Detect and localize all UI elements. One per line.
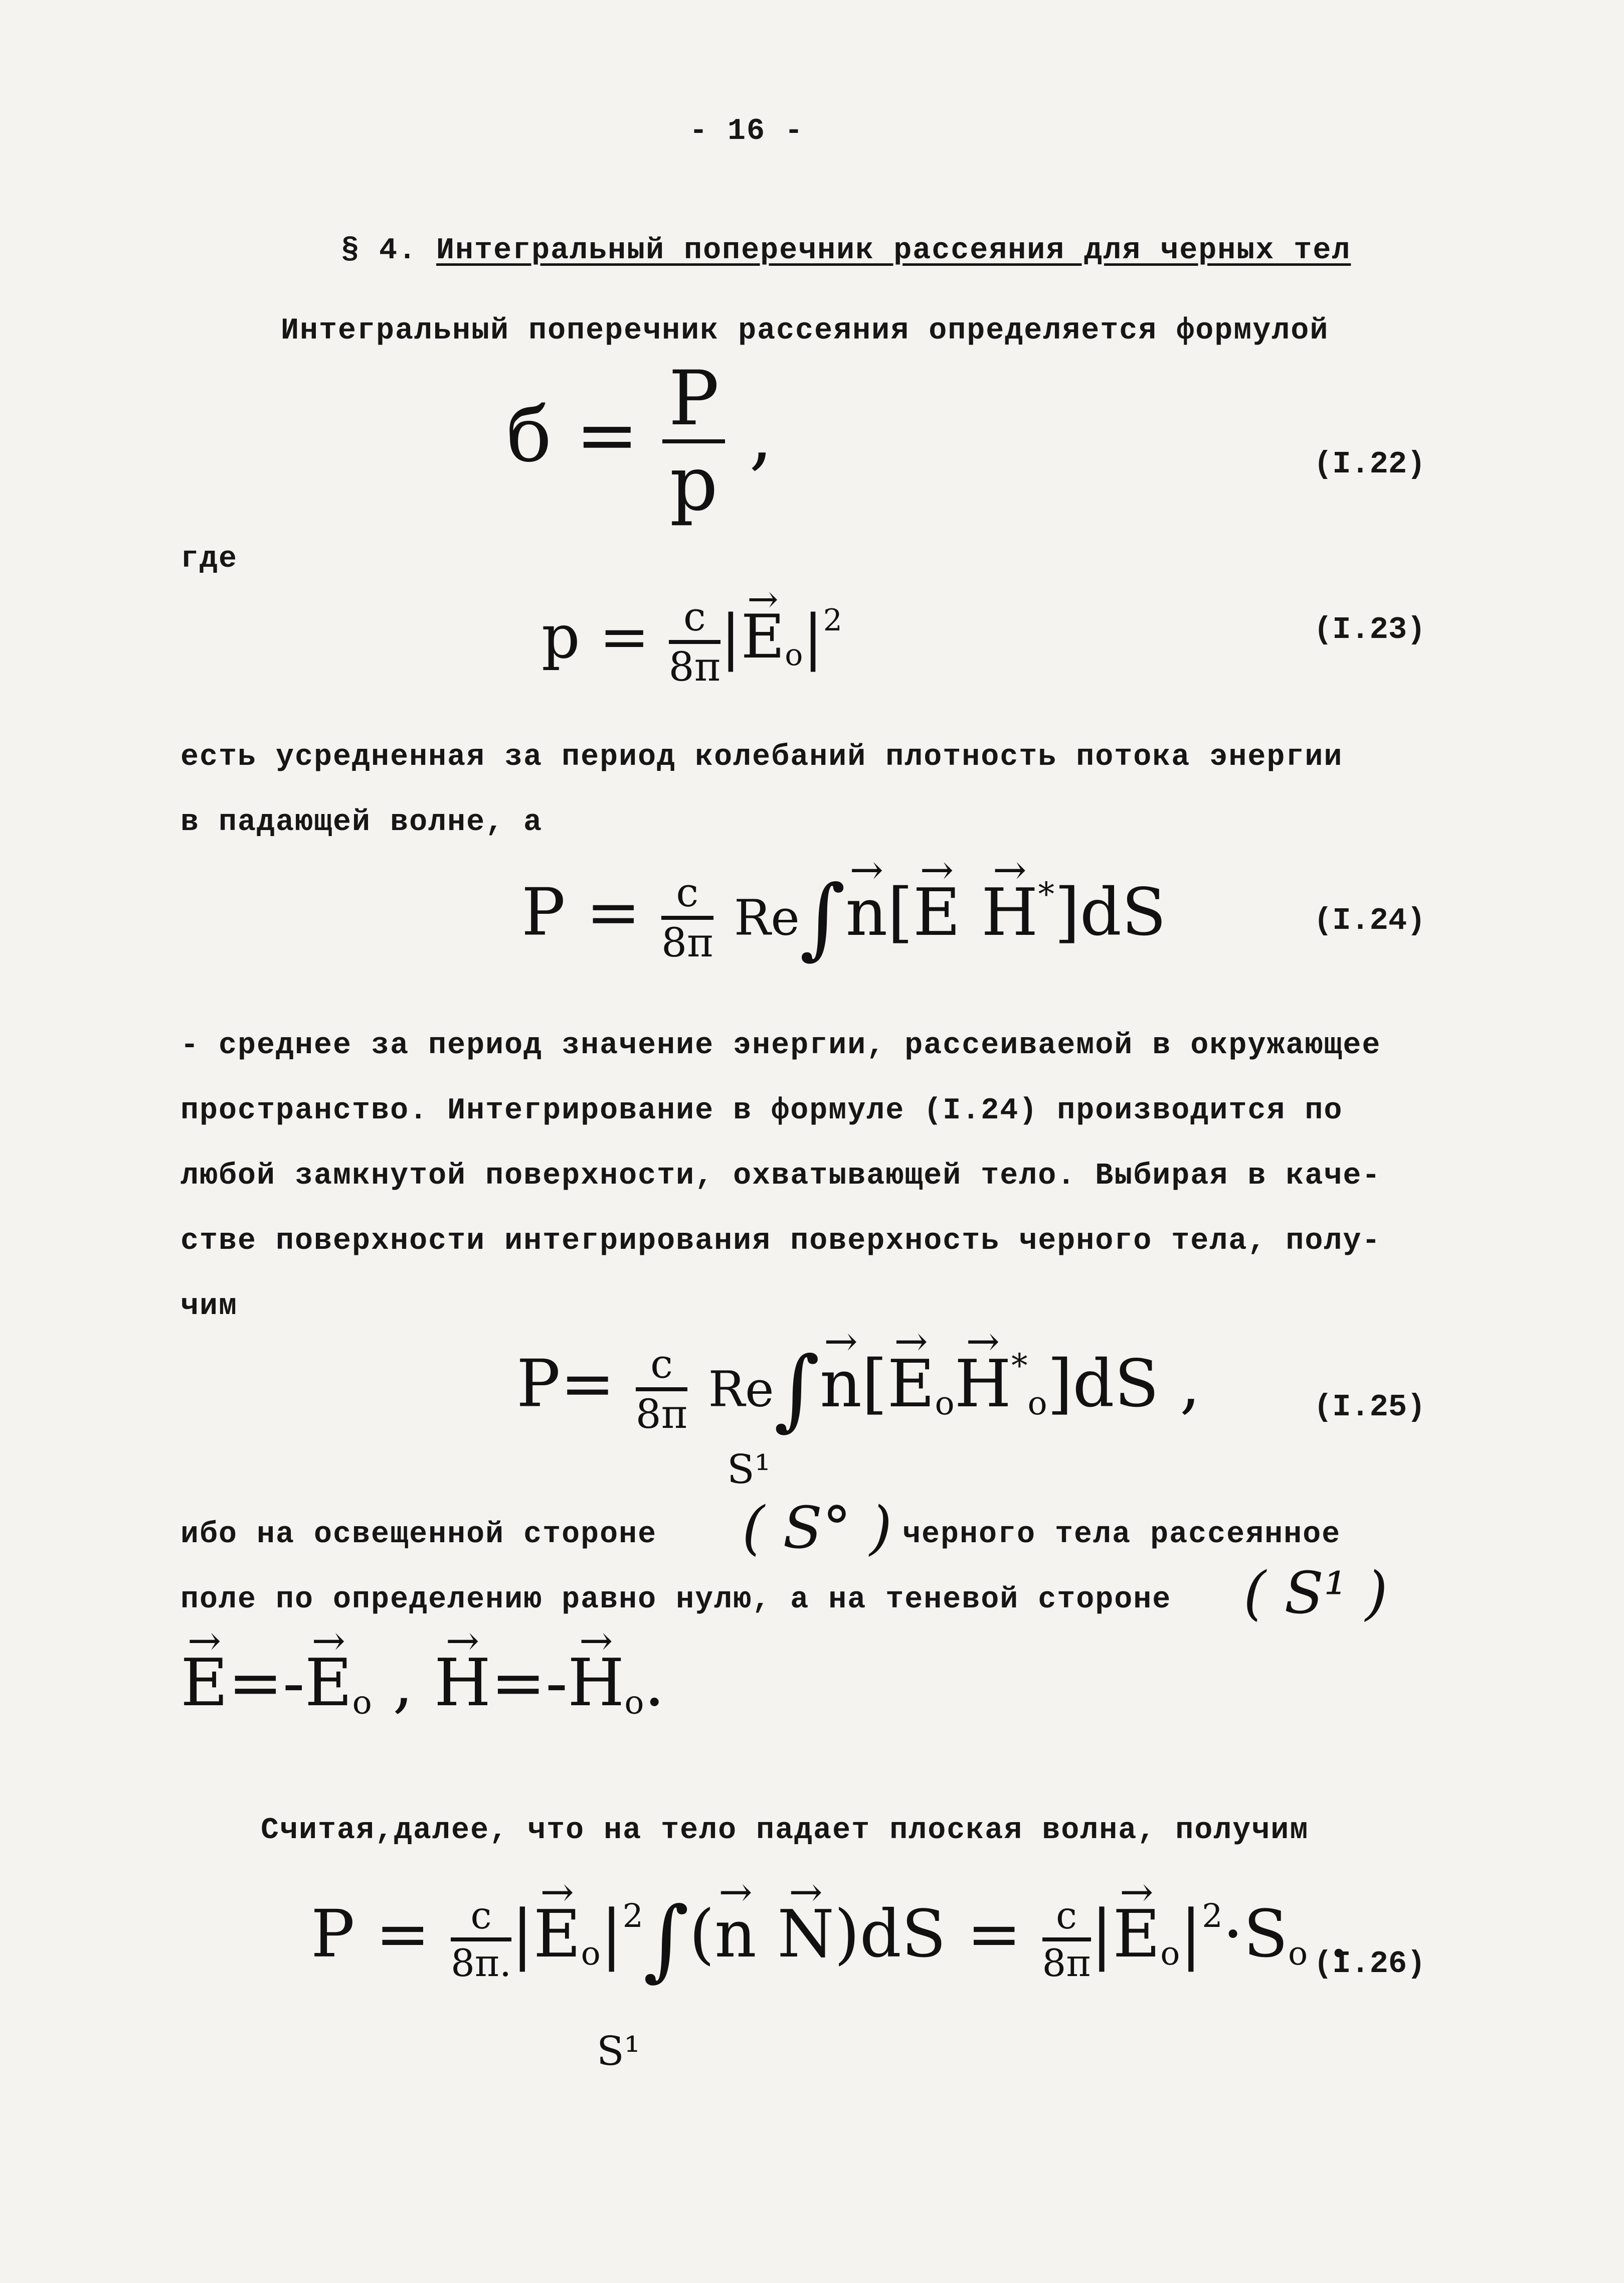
formula-I24 <box>521 866 1166 969</box>
bracket-close: ] <box>1047 1345 1073 1422</box>
vector-E: → E <box>533 1901 581 1967</box>
vector-H: → H <box>955 1351 1011 1416</box>
superscript-two: 2 <box>1202 1897 1223 1935</box>
fraction <box>1042 1893 1091 1986</box>
fraction <box>661 869 713 966</box>
superscript-star: * <box>1038 876 1054 913</box>
text-line-2: есть усредненная за период колебаний плотность потока энергии <box>181 740 1343 774</box>
subscript-zero: o <box>581 1934 601 1973</box>
fraction <box>668 593 721 690</box>
fraction <box>451 1893 511 1986</box>
abs-bar: | <box>600 1895 623 1972</box>
vector-N: → N <box>777 1901 834 1967</box>
superscript-two: 2 <box>622 1897 643 1935</box>
paren-open: ( <box>689 1895 715 1972</box>
equation-number-I25: (I.25) <box>1314 1389 1426 1425</box>
formula-lhs: P= <box>516 1345 615 1422</box>
integral-sign: ∫ <box>643 1888 689 1991</box>
paren-close: ) <box>834 1895 860 1972</box>
vector-E: → E <box>1113 1901 1160 1967</box>
text-line-9a: ибо на освещенной стороне <box>181 1518 657 1552</box>
page-number: - 16 - <box>689 114 804 148</box>
differential-dS: dS , <box>1072 1345 1201 1422</box>
formula-lhs: б = <box>506 391 639 479</box>
formula-lhs: P = <box>311 1895 430 1972</box>
text-line-5: пространство. Интегрирование в формуле (I.24) производится по <box>181 1094 1343 1128</box>
section-number: § 4. <box>341 234 418 268</box>
abs-bar: | <box>511 1895 533 1972</box>
vector-E: → E <box>913 880 961 945</box>
formula-I26: P = $\frac{c}{8\pi.}$ |→ $E_o|^2\int(\to n \to N)dS$ = $\frac{c}{8\pi}$ |→ $E_o|^2\cdot S_o$ . <box>311 1896 1349 1984</box>
boundary-condition-formula: → $E=-\to E_o$ , → $H=-\to H_o$. <box>181 1650 665 1719</box>
section-title: Интегральный поперечник рассеяния для черных тел <box>436 234 1351 268</box>
fraction-denominator: 8π. <box>451 1941 511 1986</box>
text-line-10: поле по определению равно нулю, а на теневой стороне <box>181 1583 1172 1617</box>
abs-bar: | <box>720 602 741 673</box>
abs-bar: | <box>1180 1895 1202 1972</box>
bracket-close: ] <box>1054 874 1080 950</box>
surface-S0: ( S° ) <box>742 1495 892 1562</box>
vector-E: → E <box>181 1650 228 1715</box>
integral-sign: ∫ <box>774 1338 820 1440</box>
differential-dS: dS = <box>859 1895 1022 1972</box>
equation-number-I23: (I.23) <box>1314 612 1426 647</box>
fraction-denominator: 8π <box>635 1391 688 1437</box>
text-line-11: Считая,далее, что на тело падает плоская волна, получим <box>261 1814 1309 1848</box>
text-line-8: чим <box>181 1289 238 1324</box>
fraction-denominator: 8π <box>668 643 721 690</box>
subscript-zero: o <box>1160 1934 1180 1973</box>
text-line-9b: черного тела рассеянное <box>903 1518 1341 1552</box>
subscript-zero: o <box>1027 1384 1047 1422</box>
vector-H: → H <box>434 1650 491 1715</box>
bracket-open: [ <box>861 1345 887 1422</box>
fraction-denominator: 8π <box>661 919 713 966</box>
real-part-operator: Re <box>734 889 800 946</box>
integration-limit: S¹ <box>727 1446 771 1493</box>
equation-number-I22: (I.22) <box>1314 446 1426 482</box>
text-line-6: любой замкнутой поверхности, охватывающей тело. Выбирая в каче- <box>181 1159 1381 1193</box>
abs-bar: | <box>1091 1895 1113 1972</box>
vector-n: → n <box>845 880 887 945</box>
subscript-zero: o <box>624 1684 644 1722</box>
superscript-two: 2 <box>823 603 842 638</box>
vector-n: → n <box>820 1351 862 1416</box>
real-part-operator: Re <box>708 1360 774 1418</box>
fraction-numerator: c <box>451 1897 511 1941</box>
text-where: где <box>181 542 238 576</box>
formula-I22 <box>506 355 773 528</box>
subscript-zero: o <box>935 1384 955 1422</box>
formula-lhs: p = <box>542 602 650 673</box>
integral-sign: ∫ <box>800 866 846 969</box>
fraction-numerator: P <box>662 361 725 443</box>
fraction-numerator: c <box>661 873 713 920</box>
equation-number-I24: (I.24) <box>1314 903 1426 938</box>
vector-E: → E <box>887 1351 935 1416</box>
text-line-1: Интегральный поперечник рассеяния определяется формулой <box>281 314 1329 348</box>
equation-number-I26: (I.26) <box>1314 1946 1426 1982</box>
superscript-star: * <box>1011 1347 1028 1385</box>
vector-n: → n <box>714 1901 757 1967</box>
subscript-zero: o <box>352 1684 372 1722</box>
fraction <box>662 355 725 528</box>
fraction-denominator: p <box>669 440 718 528</box>
integration-limit: S¹ <box>597 2028 640 2074</box>
abs-bar: | <box>803 602 823 673</box>
text-line-4: - среднее за период значение энергии, рассеиваемой в окружающее <box>181 1029 1381 1063</box>
text-line-7: стве поверхности интегрирования поверхность черного тела, полу- <box>181 1224 1381 1258</box>
fraction-numerator: c <box>1042 1897 1091 1941</box>
formula-comma: , <box>749 391 773 479</box>
vector-H: → H <box>981 880 1038 945</box>
fraction-denominator: 8π <box>1042 1941 1091 1986</box>
section-heading <box>341 236 1351 266</box>
text-line-3: в падающей волне, а <box>181 805 543 840</box>
vector-E: → E <box>305 1650 352 1715</box>
differential-dS: dS <box>1079 874 1166 950</box>
formula-lhs: P = <box>521 874 641 950</box>
vector-E: → E <box>741 607 785 668</box>
formula-I23 <box>542 593 842 690</box>
bracket-open: [ <box>887 874 913 950</box>
vector-H: → H <box>568 1650 624 1715</box>
fraction-numerator: c <box>669 597 720 644</box>
fraction-numerator: c <box>636 1344 687 1391</box>
surface-S1: ( S¹ ) <box>1243 1560 1388 1627</box>
fraction <box>635 1341 688 1437</box>
formula-I25 <box>516 1338 1201 1440</box>
subscript-zero: o <box>1288 1934 1308 1973</box>
subscript-zero: o <box>785 637 803 673</box>
